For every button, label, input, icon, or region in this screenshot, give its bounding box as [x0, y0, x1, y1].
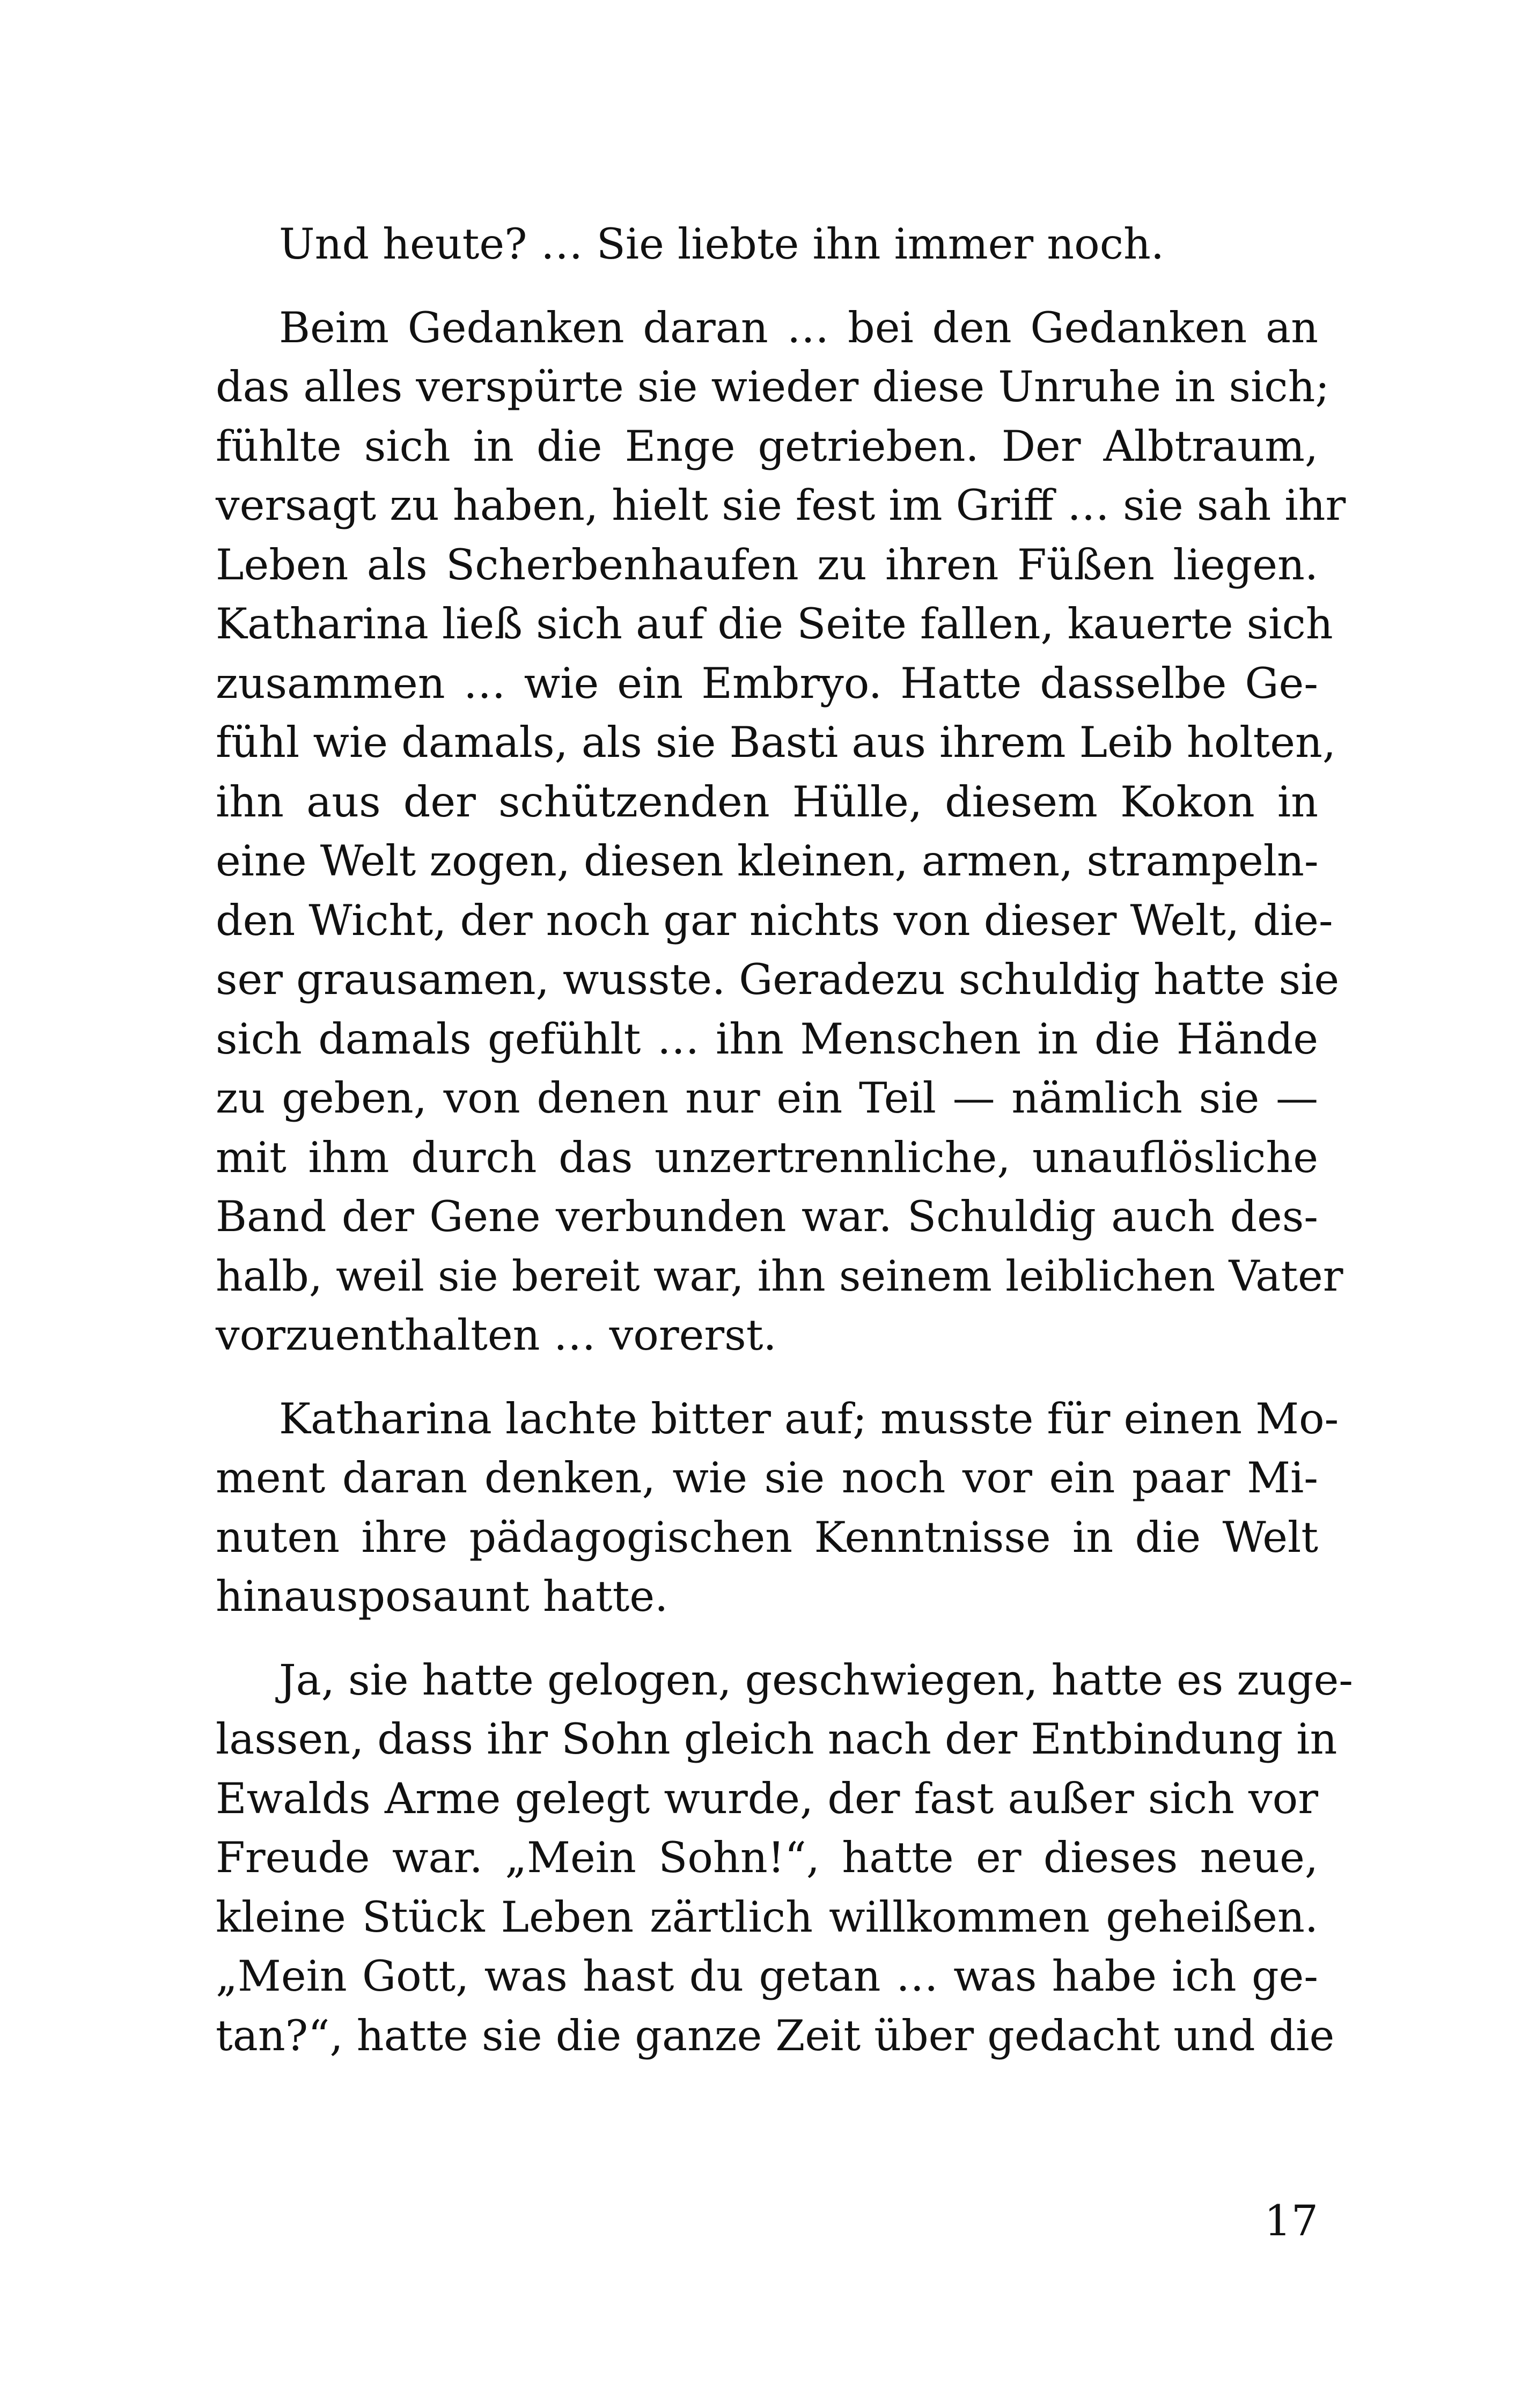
- text-line: halb, weil sie bereit war, ihn seinem leiblichen Vater: [216, 1251, 1343, 1301]
- text-line: lassen, dass ihr Sohn gleich nach der Entbindung in: [216, 1714, 1338, 1764]
- text-line: zusammen … wie ein Embryo. Hatte dasselbe Ge-: [216, 658, 1318, 708]
- text-line: kleine Stück Leben zärtlich willkommen geheißen.: [216, 1892, 1318, 1942]
- paragraph-3: [216, 1389, 1339, 1626]
- text-line: Leben als Scherbenhaufen zu ihren Füßen liegen.: [216, 540, 1318, 590]
- text-line: ihn aus der schützenden Hülle, diesem Kokon in: [216, 777, 1318, 827]
- text-line: Ewalds Arme gelegt wurde, der fast außer sich vor: [216, 1773, 1318, 1823]
- text-line: hinausposaunt hatte.: [216, 1572, 668, 1621]
- text-line: ment daran denken, wie sie noch vor ein paar Mi-: [216, 1453, 1318, 1503]
- text-line: sich damals gefühlt … ihn Menschen in die Hände: [216, 1014, 1318, 1064]
- paragraph-2: [216, 298, 1346, 1365]
- text-line: ser grausamen, wusste. Geradezu schuldig hatte sie: [216, 955, 1340, 1004]
- text-line: Und heute? … Sie liebte ihn immer noch.: [279, 219, 1164, 269]
- text-line: Katharina ließ sich auf die Seite fallen, kauerte sich: [216, 599, 1333, 649]
- text-line: Band der Gene verbunden war. Schuldig auch des-: [216, 1192, 1318, 1241]
- text-line: Katharina lachte bitter auf; musste für einen Mo-: [279, 1394, 1339, 1444]
- text-line: das alles verspürte sie wieder diese Unruhe in sich;: [216, 362, 1330, 411]
- text-line: Freude war. „Mein Sohn!“, hatte er dieses neue,: [216, 1833, 1318, 1882]
- body-text: [216, 215, 1353, 2065]
- text-line: eine Welt zogen, diesen kleinen, armen, strampeln-: [216, 836, 1319, 886]
- text-line: vorzuenthalten … vorerst.: [216, 1310, 777, 1360]
- text-line: mit ihm durch das unzertrennliche, unauflösliche: [216, 1132, 1318, 1182]
- text-line: versagt zu haben, hielt sie fest im Griff … sie sah ihr: [216, 481, 1346, 530]
- page-number: 17: [1264, 2196, 1318, 2245]
- text-line: nuten ihre pädagogischen Kenntnisse in die Welt: [216, 1512, 1318, 1562]
- text-line: Beim Gedanken daran … bei den Gedanken an: [279, 303, 1318, 352]
- text-line: fühl wie damals, als sie Basti aus ihrem Leib holten,: [216, 718, 1336, 767]
- text-line: fühlte sich in die Enge getrieben. Der Albtraum,: [216, 421, 1318, 471]
- text-line: den Wicht, der noch gar nichts von dieser Welt, die-: [216, 895, 1333, 945]
- paragraph-4: [216, 1651, 1353, 2066]
- paragraph-1: [216, 215, 1318, 274]
- text-line: zu geben, von denen nur ein Teil — nämlich sie —: [216, 1073, 1318, 1123]
- text-line: „Mein Gott, was hast du getan … was habe ich ge-: [216, 1952, 1318, 2001]
- text-line: tan?“, hatte sie die ganze Zeit über gedacht und die: [216, 2011, 1335, 2060]
- text-line: Ja, sie hatte gelogen, geschwiegen, hatte es zuge-: [279, 1655, 1353, 1705]
